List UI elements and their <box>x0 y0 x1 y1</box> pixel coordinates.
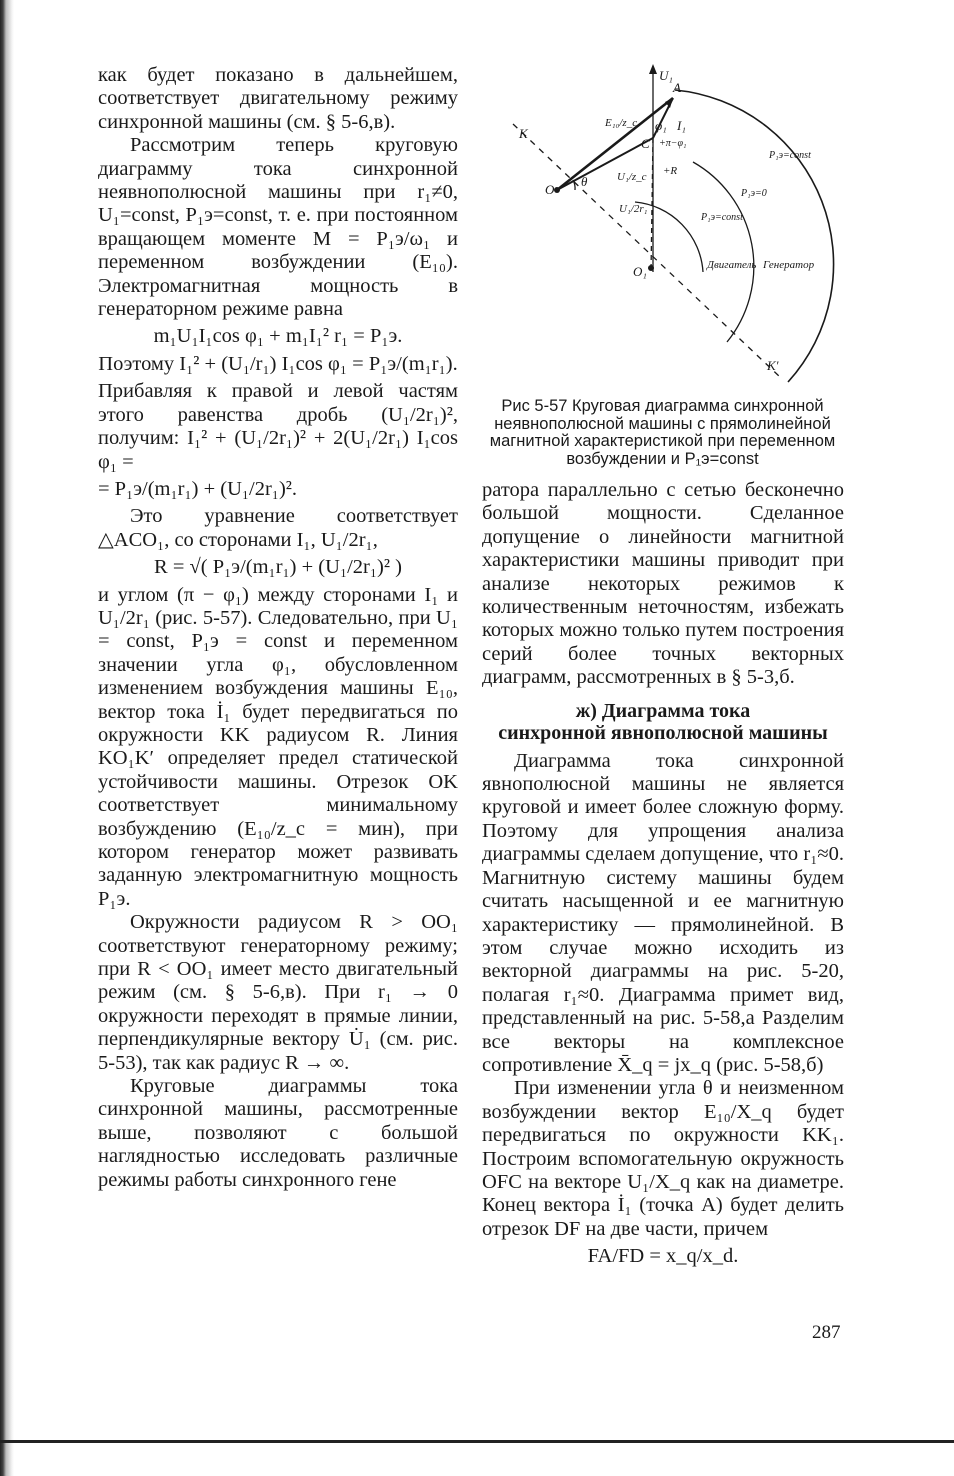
label-plus-r: +R <box>663 165 678 177</box>
paragraph-7: Круговые диаграммы тока синхронной машины, рассмотренные выше, позволяют с большой наглядностью исследовать различные режимы работы синхронного гене <box>98 1075 458 1191</box>
paragraph-4: Это уравнение соответствует △ACO₁, со сторонами I₁, U₁/2r₁, <box>98 505 458 551</box>
point-o1 <box>648 265 654 271</box>
label-p-const-outer: P₁э=const <box>769 150 811 161</box>
section-heading-line-2: синхронной явнополюсной машины <box>498 721 828 744</box>
label-u1: U₁ <box>659 68 673 83</box>
page-number: 287 <box>812 1322 841 1343</box>
paragraph-6: Окружности радиусом R > OO₁ соответствуют генераторному режиму; при R < OO₁ имеет место двигательный режим (см. § 5-6,в). При r₁ → 0 окружности переходят в прямые линии, перпендикулярные вектору U̇₁ (см. рис. 5-53), так как радиус R → ∞. <box>98 911 458 1074</box>
figure-caption <box>480 398 845 468</box>
e10-vector <box>557 98 673 190</box>
label-o: O <box>545 182 555 197</box>
u1-arrow <box>649 64 657 74</box>
label-u1-2r1: U₁/2r₁ <box>619 203 648 215</box>
caption-lead: Рис 5-57 <box>501 397 568 415</box>
bottom-edge-rule <box>0 1440 954 1443</box>
label-a: A <box>673 80 681 95</box>
paragraph-9: Диаграмма тока синхронной явнополюсной машины не является круговой и имеет более сложную форму. Поэтому для упрощения анализа диаграммы сделаем допущение, что r₁≈0. Магнитную систему машины будем считать насыщенной и ее магнитную характеристику — прямолинейной. В этом случае можно исходить из векторной диаграммы на рис. 5-20, полагая r₁≈0. Диаграмма примет вид, представленный на рис. 5-58,а Разделим все векторы на комплексное сопротивление X̄_q = jx_q (рис. 5-58,б) <box>482 749 844 1076</box>
paragraph-2: Рассмотрим теперь круговую диаграмму тока синхронной неявнополюсной машины при r₁≠0, U₁=const, P₁э=const, т. е. при постоянном вращающем моменте M = P₁э/ω₁ и переменном возбуждении (E₁₀). Электромагнитная мощность в генераторном режиме равна <box>98 134 458 321</box>
equation-1: m₁U₁I₁cos φ₁ + m₁I₁² r₁ = P₁э. <box>153 325 403 348</box>
stability-line <box>513 124 780 377</box>
equation-4: R = √( P₁э/(m₁r₁) + (U₁/2r₁)² ) <box>154 556 402 579</box>
equation-2: Поэтому I₁² + (U₁/r₁) I₁cos φ₁ = P₁э/(m₁r₁). <box>98 352 458 375</box>
paragraph-8: ратора параллельно с сетью бесконечно большой мощности. Сделанное допущение о линейности магнитной характеристики машины приводит при анализе некоторых режимов к количественным неточностям, избежать которых можно только путем построения серий более точных векторных диаграмм, рассмотренных в § 5-3,б. <box>482 479 844 689</box>
paragraph-10: При изменении угла θ и неизменном возбуждении вектор E₁₀/X_q будет передвигаться по окружности KK₁. Построим вспомогательную окружность OFC на векторе U₁/X_q как на диаметре. Конец вектора İ₁ (точка A) будет делить отрезок DF на две части, причем <box>482 1077 844 1240</box>
label-k: K <box>519 126 528 141</box>
label-c: C <box>641 136 650 151</box>
label-phi1: φ₁ <box>655 118 667 133</box>
equation-3: = P₁э/(m₁r₁) + (U₁/2r₁)². <box>98 477 298 500</box>
equation-final: FA/FD = x_q/x_d. <box>587 1245 739 1268</box>
paragraph-5: и углом (π − φ₁) между сторонами I₁ и U₁/2r₁ (рис. 5-57). Следовательно, при U₁ = const, P₁э = const и переменном значении угла φ₁, обусловленном изменением возбуждения машины E₁₀, вектор тока İ₁ будет передвигаться по окружности KK радиусом R. Линия KO₁K′ определяет предел статической устойчивости машины. Отрезок OK соответствует минимальному возбуждению (E₁₀/z_c = мин), при котором генератор может развивать заданную электромагнитную мощность P₁э. <box>98 583 458 910</box>
label-pi-minus-phi: +π−φ₁ <box>659 138 687 149</box>
a-arrow <box>665 98 673 108</box>
label-u1-zc: U₁/z_c <box>617 171 647 183</box>
label-p-zero: P₁э=0 <box>741 188 767 199</box>
point-o <box>554 187 560 193</box>
label-motor: Двигатель <box>707 259 757 271</box>
section-heading <box>482 700 844 744</box>
label-theta: θ <box>581 174 588 189</box>
book-spine-shadow <box>0 0 14 1476</box>
section-heading-line-1: ж) Диаграмма тока <box>575 699 751 722</box>
circle-diagram-figure <box>505 62 865 392</box>
label-i1: I₁ <box>677 118 686 133</box>
outer-circle <box>675 90 834 382</box>
label-k-prime: K′ <box>767 358 779 373</box>
paragraph-3: Прибавляя к правой и левой частям этого равенства дробь (U₁/2r₁)², получим: I₁² + (U₁/2r₁)² + 2(U₁/2r₁) I₁cos φ₁ = <box>98 380 458 473</box>
right-column <box>482 479 844 1273</box>
caption-text: Круговая диаграмма синхронной неявнополюсной машины с прямолинейной магнитной характеристикой при переменном возбуждении и P₁э=const <box>489 397 836 468</box>
label-e10-zc: E₁₀/z_c <box>605 117 638 129</box>
label-p-const-inner: P₁э=const <box>701 212 743 223</box>
paragraph-1: как будет показано в дальнейшем, соответствует двигательному режиму синхронной машины (см. § 5-6,в). <box>98 64 458 133</box>
left-column <box>98 64 458 1192</box>
label-generator: Генератор <box>763 259 815 271</box>
label-o1: O₁ <box>633 264 647 279</box>
